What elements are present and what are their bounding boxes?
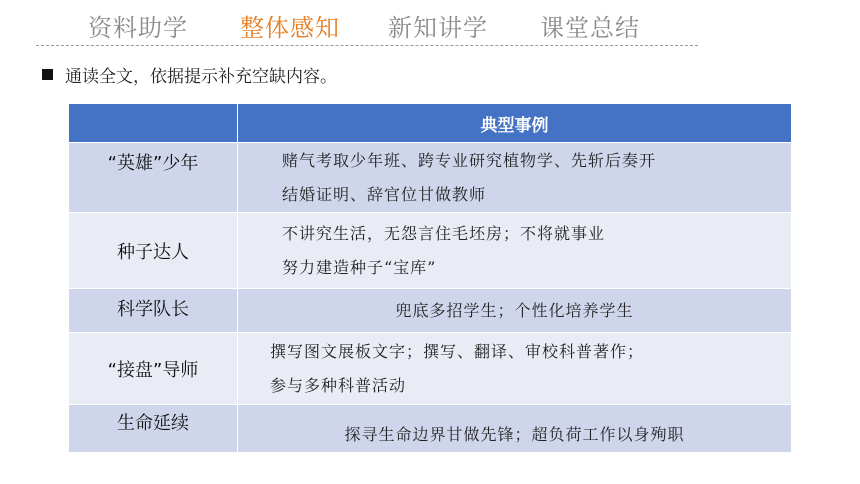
table-header-empty	[69, 104, 238, 143]
table-row	[69, 405, 792, 453]
examples-table	[68, 103, 792, 453]
tab-overall-perception[interactable]: 整体感知	[240, 14, 340, 42]
description-line: 探寻生命边界甘做先锋；超负荷工作以身殉职	[344, 425, 685, 444]
description-line: 努力建造种子“宝库”	[282, 257, 437, 277]
row-label: 生命延续	[69, 405, 238, 453]
tab-class-summary[interactable]: 课堂总结	[540, 14, 640, 42]
tab-resource-study[interactable]: 资料助学	[88, 14, 188, 42]
row-label: “英雄”少年	[69, 143, 238, 213]
top-nav-tabs	[0, 8, 860, 44]
table-row	[69, 333, 792, 405]
row-description	[238, 405, 792, 453]
tab-new-knowledge[interactable]: 新知讲学	[388, 14, 488, 42]
table-header-examples: 典型事例	[238, 104, 792, 143]
description-line: 结婚证明、辞官位甘做教师	[282, 184, 487, 204]
row-description	[238, 213, 792, 289]
row-label: 科学队长	[69, 289, 238, 333]
description-line: 参与多种科普活动	[270, 375, 407, 395]
table-row	[69, 213, 792, 289]
row-description	[238, 289, 792, 333]
row-description	[238, 143, 792, 213]
instruction-line	[42, 62, 337, 87]
description-line: 赌气考取少年班、跨专业研究植物学、先斩后奏开	[282, 150, 657, 170]
square-bullet-icon	[42, 69, 53, 80]
row-label: 种子达人	[69, 213, 238, 289]
description-line: 兜底多招学生；个性化培养学生	[395, 300, 634, 320]
description-line: 撰写图文展板文字；撰写、翻译、审校科普著作；	[270, 341, 645, 361]
nav-divider	[36, 45, 698, 46]
instruction-text: 通读全文，依据提示补充空缺内容。	[65, 67, 337, 87]
row-description	[238, 333, 792, 405]
table-header-row	[69, 104, 792, 143]
table-row	[69, 289, 792, 333]
row-label: “接盘”导师	[69, 333, 238, 405]
description-line: 不讲究生活，无怨言住毛坯房；不将就事业	[282, 223, 606, 243]
table-row	[69, 143, 792, 213]
